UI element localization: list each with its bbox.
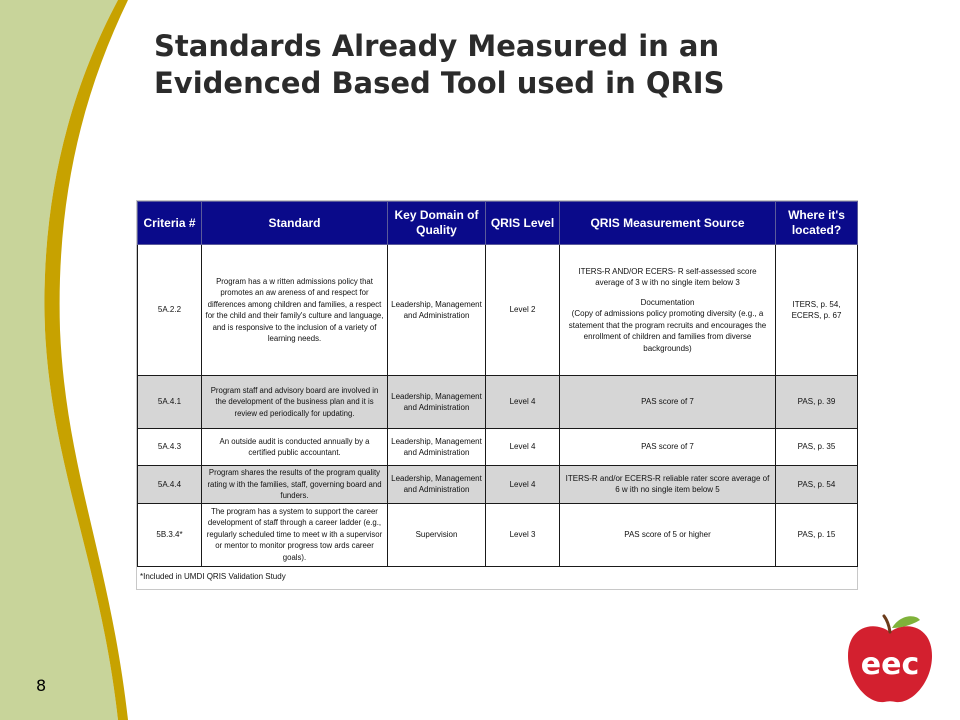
logo-text: eec: [860, 647, 920, 682]
table-header-row: [138, 202, 858, 245]
source-cell: PAS score of 5 or higher: [560, 503, 776, 566]
table-row: [138, 429, 858, 466]
standards-table: [137, 201, 858, 567]
source-line: (Copy of admissions policy promoting diversity (e.g., a statement that the program recruits and encourages the enrollment of children and families from diverse backgrounds): [568, 309, 767, 353]
location-cell: PAS, p. 39: [776, 376, 858, 429]
source-line: ITERS-R AND/OR ECERS- R self-assessed score average of 3 w ith no single item below 3: [578, 266, 757, 288]
header-source: QRIS Measurement Source: [560, 202, 776, 245]
criteria-cell: 5A.4.1: [138, 376, 202, 429]
header-level: QRIS Level: [486, 202, 560, 245]
location-cell: PAS, p. 35: [776, 429, 858, 466]
standard-cell: An outside audit is conducted annually by a certified public accountant.: [202, 429, 388, 466]
header-criteria: Criteria #: [138, 202, 202, 245]
title-line-1: Standards Already Measured in an: [154, 29, 720, 63]
source-cell: ITERS-R and/or ECERS-R reliable rater score average of 6 w ith no single item below 5: [560, 466, 776, 504]
decorative-side-band: [0, 0, 130, 720]
level-cell: Level 2: [486, 245, 560, 376]
location-cell: ITERS, p. 54, ECERS, p. 67: [776, 245, 858, 376]
source-line: Documentation: [640, 297, 695, 307]
standard-cell: The program has a system to support the career development of staff through a career ladder (e.g., regularly scheduled time to meet w ith a supervisor or mentor to monitor progress tow ards career goals).: [202, 503, 388, 566]
header-location: Where it's located?: [776, 202, 858, 245]
location-cell: PAS, p. 54: [776, 466, 858, 504]
location-cell: PAS, p. 15: [776, 503, 858, 566]
standard-cell: Program staff and advisory board are involved in the development of the business plan and it is review ed periodically for updating.: [202, 376, 388, 429]
criteria-cell: 5A.2.2: [138, 245, 202, 376]
table-footnote: *Included in UMDI QRIS Validation Study: [140, 571, 286, 581]
source-cell: [560, 245, 776, 376]
table-row: [138, 245, 858, 376]
standard-cell: Program shares the results of the program quality rating w ith the families, staff, governing board and funders.: [202, 466, 388, 504]
title-line-2: Evidenced Based Tool used in QRIS: [154, 66, 725, 100]
slide-title: [154, 28, 914, 102]
domain-cell: Leadership, Management and Administration: [388, 245, 486, 376]
eec-apple-logo: [840, 612, 940, 708]
domain-cell: Supervision: [388, 503, 486, 566]
criteria-cell: 5A.4.4: [138, 466, 202, 504]
criteria-cell: 5A.4.3: [138, 429, 202, 466]
domain-cell: Leadership, Management and Administration: [388, 466, 486, 504]
header-standard: Standard: [202, 202, 388, 245]
table-row: [138, 466, 858, 504]
page-number: 8: [36, 676, 47, 695]
domain-cell: Leadership, Management and Administration: [388, 429, 486, 466]
standards-table-container: [136, 200, 858, 590]
criteria-cell: 5B.3.4*: [138, 503, 202, 566]
level-cell: Level 4: [486, 376, 560, 429]
table-row: [138, 376, 858, 429]
domain-cell: Leadership, Management and Administration: [388, 376, 486, 429]
table-row: [138, 503, 858, 566]
source-cell: PAS score of 7: [560, 376, 776, 429]
level-cell: Level 4: [486, 429, 560, 466]
level-cell: Level 3: [486, 503, 560, 566]
level-cell: Level 4: [486, 466, 560, 504]
header-domain: Key Domain of Quality: [388, 202, 486, 245]
standard-cell: Program has a w ritten admissions policy that promotes an aw areness of and respect for differences among children and families, a respect for the child and their family's culture and language, and is responsive to the inclusion of a variety of learning needs.: [202, 245, 388, 376]
source-cell: PAS score of 7: [560, 429, 776, 466]
